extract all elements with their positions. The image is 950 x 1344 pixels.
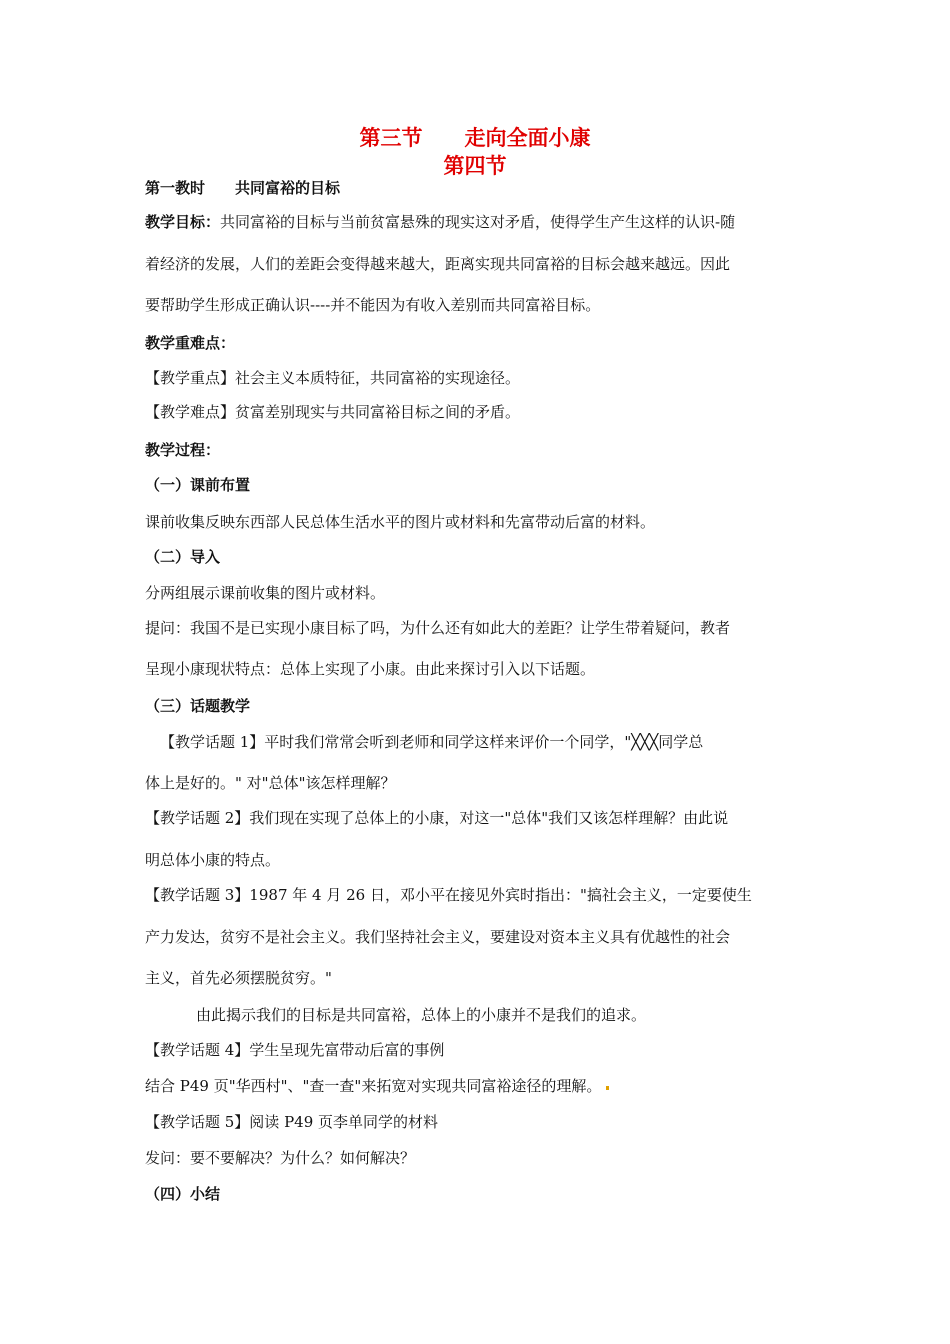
keypoints-heading: 教学重难点： — [145, 334, 236, 352]
section-1-heading: （一）课前布置 — [145, 476, 251, 494]
topic-5-line-2: 发问：要不要解决？为什么？如何解决？ — [145, 1149, 416, 1167]
lesson-heading: 第一教时 共同富裕的目标 — [145, 179, 341, 197]
section-2-text-1: 分两组展示课前收集的图片或材料。 — [145, 584, 386, 602]
section-2-text-2: 提问：我国不是已实现小康目标了吗，为什么还有如此大的差距？让学生带着疑问，教者 — [145, 619, 731, 637]
topic-2-line-2: 明总体小康的特点。 — [145, 851, 281, 869]
topic-3-line-2: 产力发达，贫穷不是社会主义。我们坚持社会主义，要建设对资本主义具有优越性的社会 — [145, 928, 731, 946]
topic-5-line-1: 【教学话题 5】阅读 P49 页李单同学的材料 — [145, 1113, 439, 1131]
topic-2-line-1: 【教学话题 2】我们现在实现了总体上的小康，对这一"总体"我们又该怎样理解？由此说 — [145, 809, 729, 827]
goal-line-1 — [145, 212, 735, 232]
page-subtitle: 第四节 — [443, 154, 507, 178]
topic-1-line-2: 体上是好的。" 对"总体"该怎样理解？ — [145, 774, 396, 792]
section-2-text-3: 呈现小康现状特点：总体上实现了小康。由此来探讨引入以下话题。 — [145, 660, 596, 678]
difficult-point: 【教学难点】贫富差别现实与共同富裕目标之间的矛盾。 — [145, 403, 521, 421]
goal-text-1: 共同富裕的目标与当前贫富悬殊的现实这对矛盾，使得学生产生这样的认识-随 — [220, 213, 736, 231]
section-4-heading: （四）小结 — [145, 1185, 221, 1203]
highlight-mark — [606, 1086, 609, 1090]
topic-4-line-2 — [145, 1076, 609, 1096]
topic-4-text-2: 结合 P49 页"华西村"、"查一查"来拓宽对实现共同富裕途径的理解。 — [145, 1077, 602, 1095]
topic-3-line-3: 主义，首先必须摆脱贫穷。" — [145, 969, 332, 987]
topic-3-line-1: 【教学话题 3】1987 年 4 月 26 日，邓小平在接见外宾时指出："搞社会主义，一定要使生 — [145, 886, 752, 904]
goal-label: 教学目标： — [145, 213, 221, 231]
goal-line-3: 要帮助学生形成正确认识----并不能因为有收入差别而共同富裕目标。 — [145, 296, 601, 314]
section-3-heading: （三）话题教学 — [145, 697, 251, 715]
topic-3-line-4: 由此揭示我们的目标是共同富裕，总体上的小康并不是我们的追求。 — [196, 1006, 647, 1024]
page-title: 第三节 走向全面小康 — [359, 126, 591, 150]
topic-4-line-1: 【教学话题 4】学生呈现先富带动后富的事例 — [145, 1041, 445, 1059]
goal-line-2: 着经济的发展，人们的差距会变得越来越大，距离实现共同富裕的目标会越来越远。因此 — [145, 255, 731, 273]
section-2-heading: （二）导入 — [145, 548, 221, 566]
section-1-text: 课前收集反映东西部人民总体生活水平的图片或材料和先富带动后富的材料。 — [145, 513, 656, 531]
process-heading: 教学过程： — [145, 441, 221, 459]
topic-1-line-1: 【教学话题 1】平时我们常常会听到老师和同学这样来评价一个同学，"╳╳╳同学总 — [160, 733, 704, 751]
key-point: 【教学重点】社会主义本质特征，共同富裕的实现途径。 — [145, 369, 521, 387]
